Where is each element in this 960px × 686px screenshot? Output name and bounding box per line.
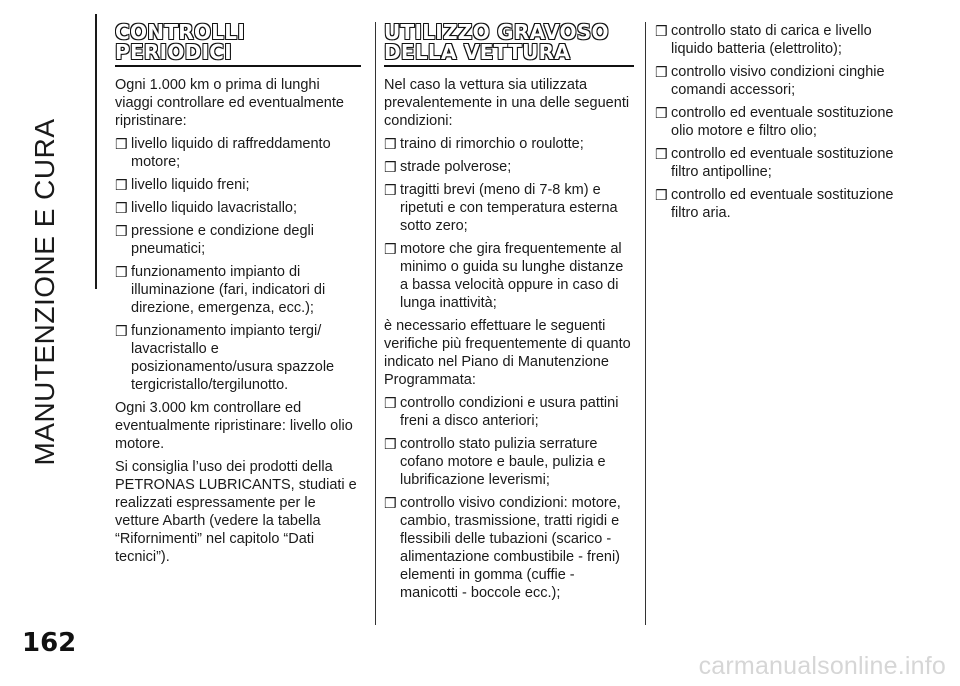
paragraph: Ogni 1.000 km o prima di lunghi viaggi controllare ed eventualmente ripristinare:	[115, 77, 344, 129]
checkbox-bullet-icon: ❒	[384, 495, 397, 511]
heading-rule	[115, 65, 361, 67]
paragraph: Nel caso la vettura sia utilizzata prevalentemente in una delle seguenti condizioni:	[384, 77, 630, 129]
heading-line: UTILIZZO GRAVOSO	[384, 20, 609, 44]
list-item	[655, 22, 900, 58]
column-divider	[645, 22, 646, 625]
checkbox-bullet-icon: ❒	[384, 241, 397, 257]
list-item	[655, 186, 900, 222]
list-item-text: controllo visivo condizioni cinghie comandi accessori;	[671, 64, 885, 98]
paragraph: è necessario effettuare le seguenti verifiche più frequentemente di quanto indicato nel Piano di Manutenzione Programmata:	[384, 318, 631, 388]
list-item	[655, 145, 900, 181]
list-item	[115, 176, 361, 194]
heading-line: PERIODICI	[115, 40, 233, 64]
list-item-text: livello liquido lavacristallo;	[131, 200, 298, 216]
checklist	[655, 22, 900, 222]
list-item-text: strade polverose;	[400, 159, 512, 175]
watermark: carmanualsonline.info	[698, 652, 946, 680]
heading-line: DELLA VETTURA	[384, 40, 571, 64]
list-item-text: tragitti brevi (meno di 7-8 km) e ripetuti e con temperatura esterna sotto zero;	[400, 182, 618, 234]
section-title-rule	[95, 14, 97, 289]
list-item-text: controllo ed eventuale sostituzione olio motore e filtro olio;	[671, 105, 894, 139]
list-item-text: controllo condizioni e usura pattini freni a disco anteriori;	[400, 395, 619, 429]
checkbox-bullet-icon: ❒	[655, 187, 668, 203]
checkbox-bullet-icon: ❒	[384, 136, 397, 152]
list-item-text: funzionamento impianto tergi/ lavacristallo e posizionamento/usura spazzole tergicristallo/tergilunotto.	[131, 323, 335, 393]
column-heavy-use-continued	[655, 22, 900, 227]
list-item	[384, 158, 634, 176]
checkbox-bullet-icon: ❒	[384, 182, 397, 198]
checkbox-bullet-icon: ❒	[115, 323, 128, 339]
checkbox-bullet-icon: ❒	[115, 264, 128, 280]
heading-line: CONTROLLI	[115, 20, 246, 44]
list-item	[115, 222, 361, 258]
list-item	[115, 135, 361, 171]
section-title: MANUTENZIONE E CURA	[29, 118, 60, 466]
list-item	[115, 322, 361, 394]
list-item	[384, 394, 634, 430]
checklist	[384, 394, 634, 602]
list-item	[384, 135, 634, 153]
paragraph: Ogni 3.000 km controllare ed eventualmente ripristinare: livello olio motore.	[115, 400, 353, 452]
checkbox-bullet-icon: ❒	[115, 136, 128, 152]
checkbox-bullet-icon: ❒	[655, 23, 668, 39]
checkbox-bullet-icon: ❒	[115, 177, 128, 193]
checkbox-bullet-icon: ❒	[655, 105, 668, 121]
list-item	[384, 435, 634, 489]
list-item-text: controllo ed eventuale sostituzione filtro antipolline;	[671, 146, 894, 180]
list-item-text: livello liquido freni;	[131, 177, 250, 193]
heading-periodic-checks	[115, 22, 361, 62]
list-item	[384, 181, 634, 235]
checkbox-bullet-icon: ❒	[115, 223, 128, 239]
checkbox-bullet-icon: ❒	[655, 64, 668, 80]
checklist	[384, 135, 634, 312]
list-item-text: pressione e condizione degli pneumatici;	[131, 223, 314, 257]
heading-heavy-use	[384, 22, 634, 62]
list-item-text: traino di rimorchio o roulotte;	[400, 136, 584, 152]
checkbox-bullet-icon: ❒	[384, 436, 397, 452]
list-item	[115, 263, 361, 317]
checkbox-bullet-icon: ❒	[384, 395, 397, 411]
heading-rule	[384, 65, 634, 67]
list-item	[115, 199, 361, 217]
paragraph: Si consiglia l’uso dei prodotti della PETRONAS LUBRICANTS, studiati e realizzati espressamente per le vetture Abarth (vedere la tabella “Rifornimenti” nel capitolo “Dati tecnici”).	[115, 459, 357, 565]
list-item-text: controllo visivo condizioni: motore, cambio, trasmissione, tratti rigidi e flessibili delle tubazioni (scarico - alimentazione combustibile - freni) elementi in gomma (cuffie - manicotti - boccole ecc.);	[400, 495, 621, 601]
list-item	[655, 63, 900, 99]
list-item	[655, 104, 900, 140]
page-number: 162	[22, 628, 77, 658]
column-heavy-use	[384, 22, 634, 607]
list-item-text: funzionamento impianto di illuminazione (fari, indicatori di direzione, emergenza, ecc.);	[131, 264, 326, 316]
checkbox-bullet-icon: ❒	[384, 159, 397, 175]
column-periodic-checks	[115, 22, 361, 571]
list-item-text: livello liquido di raffreddamento motore;	[131, 136, 331, 170]
list-item-text: controllo stato pulizia serrature cofano motore e baule, pulizia e lubrificazione leverismi;	[400, 436, 606, 488]
checklist	[115, 135, 361, 394]
checkbox-bullet-icon: ❒	[655, 146, 668, 162]
column-divider	[375, 22, 376, 625]
list-item	[384, 494, 634, 602]
list-item-text: controllo ed eventuale sostituzione filtro aria.	[671, 187, 894, 221]
list-item-text: motore che gira frequentemente al minimo o guida su lunghe distanze a bassa velocità oppure in caso di lunga inattività;	[400, 241, 624, 311]
checkbox-bullet-icon: ❒	[115, 200, 128, 216]
list-item-text: controllo stato di carica e livello liquido batteria (elettrolito);	[671, 23, 872, 57]
list-item	[384, 240, 634, 312]
